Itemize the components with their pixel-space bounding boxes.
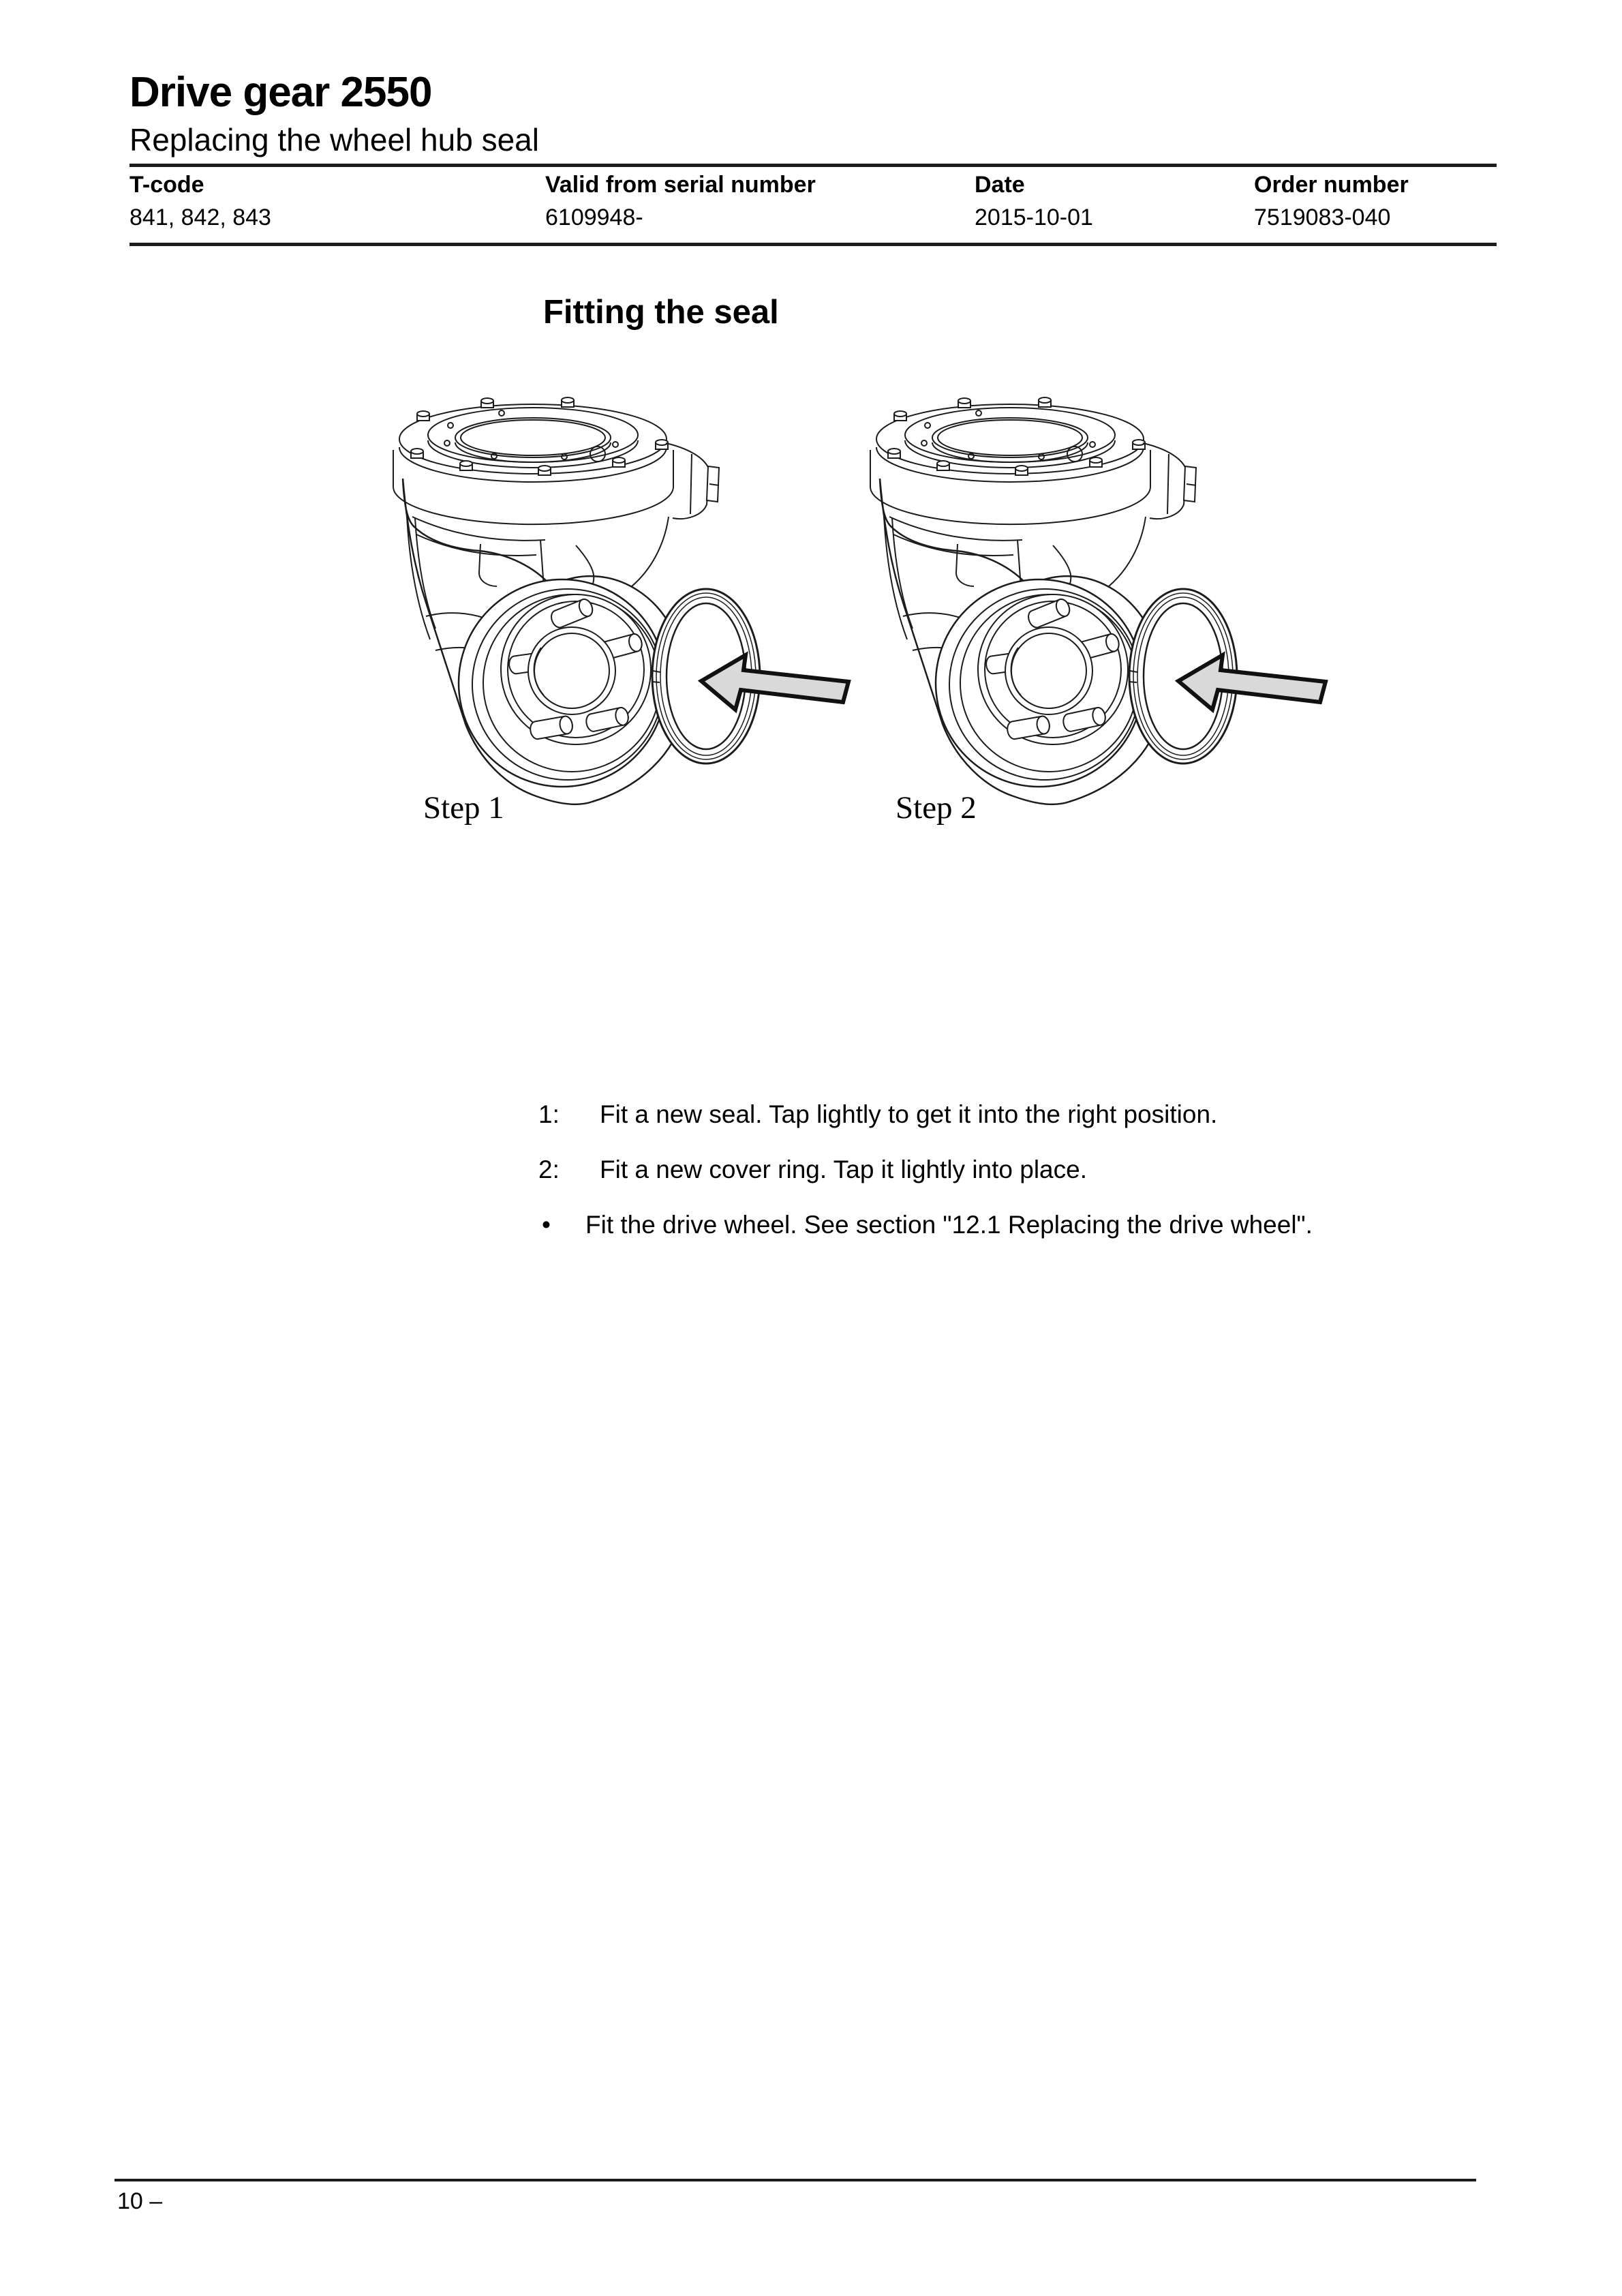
instruction-item-1 [538, 1099, 1445, 1130]
figure-step1-illustration [371, 376, 852, 816]
figure-caption-step2: Step 2 [896, 790, 977, 826]
instruction-marker-2: 2: [538, 1155, 560, 1183]
bullet-icon: • [542, 1211, 551, 1239]
instruction-text-2: Fit a new cover ring. Tap it lightly into place. [600, 1155, 1087, 1183]
page-title: Drive gear 2550 [129, 69, 432, 116]
instruction-marker-1: 1: [538, 1100, 560, 1128]
page-subtitle: Replacing the wheel hub seal [129, 122, 539, 157]
header-divider-bottom [129, 243, 1497, 246]
figure-step2-illustration [848, 376, 1329, 816]
instruction-item-3 [538, 1209, 1445, 1240]
info-col-tcode-value: 841, 842, 843 [129, 205, 271, 230]
info-col-serial-label: Valid from serial number [545, 172, 816, 198]
info-col-serial-value: 6109948- [545, 205, 643, 230]
figure-caption-step1: Step 1 [423, 790, 504, 826]
info-col-order-value: 7519083-040 [1254, 205, 1391, 230]
footer-page-number: 10 – [117, 2188, 163, 2214]
instruction-list [538, 1099, 1445, 1265]
header-divider-top [129, 164, 1497, 167]
section-heading: Fitting the seal [543, 294, 779, 331]
info-col-order-label: Order number [1254, 172, 1409, 198]
info-col-date-value: 2015-10-01 [975, 205, 1093, 230]
instruction-text-3: Fit the drive wheel. See section "12.1 Replacing the drive wheel". [585, 1211, 1313, 1239]
instruction-item-2 [538, 1154, 1445, 1185]
info-col-tcode-label: T-code [129, 172, 204, 198]
footer-divider [114, 2179, 1476, 2181]
info-col-date-label: Date [975, 172, 1025, 198]
instruction-text-1: Fit a new seal. Tap lightly to get it into the right position. [600, 1100, 1218, 1128]
